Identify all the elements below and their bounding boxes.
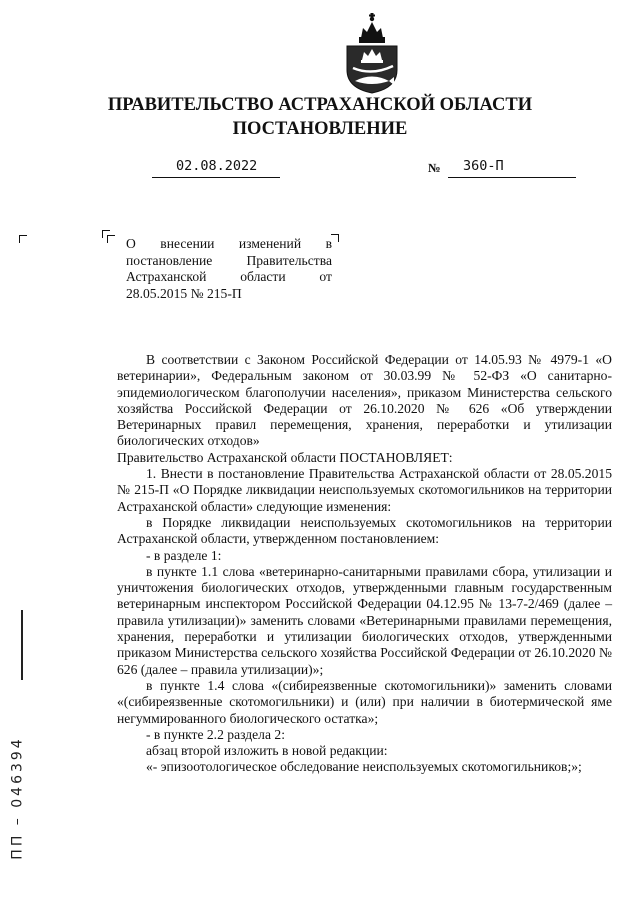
clause-1-paragraph: 1. Внести в постановление Правительства Астраханской области от 28.05.2015 № 215-П «О Порядке ликвидации неиспользуемых скотомогильников на территории Астраханской области» следующие изменения: <box>117 466 612 514</box>
new-wording-paragraph: «- эпизоотологическое обследование неиспользуемых скотомогильников;»; <box>146 759 582 775</box>
astrakhan-coat-of-arms-icon <box>337 8 407 94</box>
paragraph-two-note: абзац второй изложить в новой редакции: <box>146 743 388 759</box>
number-sign: № <box>428 161 441 175</box>
date-underline <box>152 177 280 178</box>
subject-corner-mark-right <box>331 234 339 242</box>
section-1-heading: - в разделе 1: <box>146 547 222 563</box>
document-date: 02.08.2022 <box>176 158 258 174</box>
resolution-statement: Правительство Астраханской области ПОСТАНОВЛЯЕТ: <box>117 449 453 465</box>
document-type: ПОСТАНОВЛЕНИЕ <box>232 119 408 139</box>
subject-corner-mark-left-inner <box>107 235 115 243</box>
left-margin-corner-mark <box>19 235 27 243</box>
item-1-1-paragraph: в пункте 1.1 слова «ветеринарно-санитарными правилами сбора, утилизации и уничтожения биологических отходов, утвержденными главным государственным ветеринарным инспектором Российской Федерации 04.12.95 № 13-7-2/469 (далее – правила утилизации)» заменить словами «Ветеринарными правилами перемещения, хранения, переработки и утилизации биологических отходов, утвержденными приказом Министерства сельского хозяйства Российской Федерации от 26.10.2020 № 626 (далее – правила утилизации)»; <box>117 563 612 677</box>
serial-number: ПП – 046394 <box>10 736 26 860</box>
item-1-4-paragraph: в пункте 1.4 слова «(сибиреязвенные скотомогильники)» заменить словами «(сибиреязвенные скотомогильники) и (или) при наличии в биотермической яме негуммированного биологического остатка»; <box>117 677 612 726</box>
procedure-paragraph: в Порядке ликвидации неиспользуемых скотомогильников на территории Астраханской области, утвержденном постановлением: <box>117 514 612 547</box>
document-number: 360-П <box>463 158 504 174</box>
margin-rule <box>21 610 23 680</box>
document-body <box>117 352 612 776</box>
serial-number-container <box>6 723 30 873</box>
number-underline <box>448 177 576 178</box>
government-title: ПРАВИТЕЛЬСТВО АСТРАХАНСКОЙ ОБЛАСТИ <box>107 95 533 115</box>
section-2-heading: - в пункте 2.2 раздела 2: <box>146 726 285 742</box>
document-subject: О внесении изменений в постановление Правительства Астраханской области от 28.05.2015 № 215-П <box>126 236 332 301</box>
preamble-paragraph: В соответствии с Законом Российской Федерации от 14.05.93 № 4979-1 «О ветеринарии», Федеральным законом от 30.03.99 № 52-ФЗ «О санитарно-эпидемиологическом благополучии населения», приказом Министерства сельского хозяйства Российской Федерации от 26.10.2020 № 626 «Об утверждении Ветеринарных правил перемещения, хранения, переработки и утилизации биологических отходов» <box>117 352 612 449</box>
